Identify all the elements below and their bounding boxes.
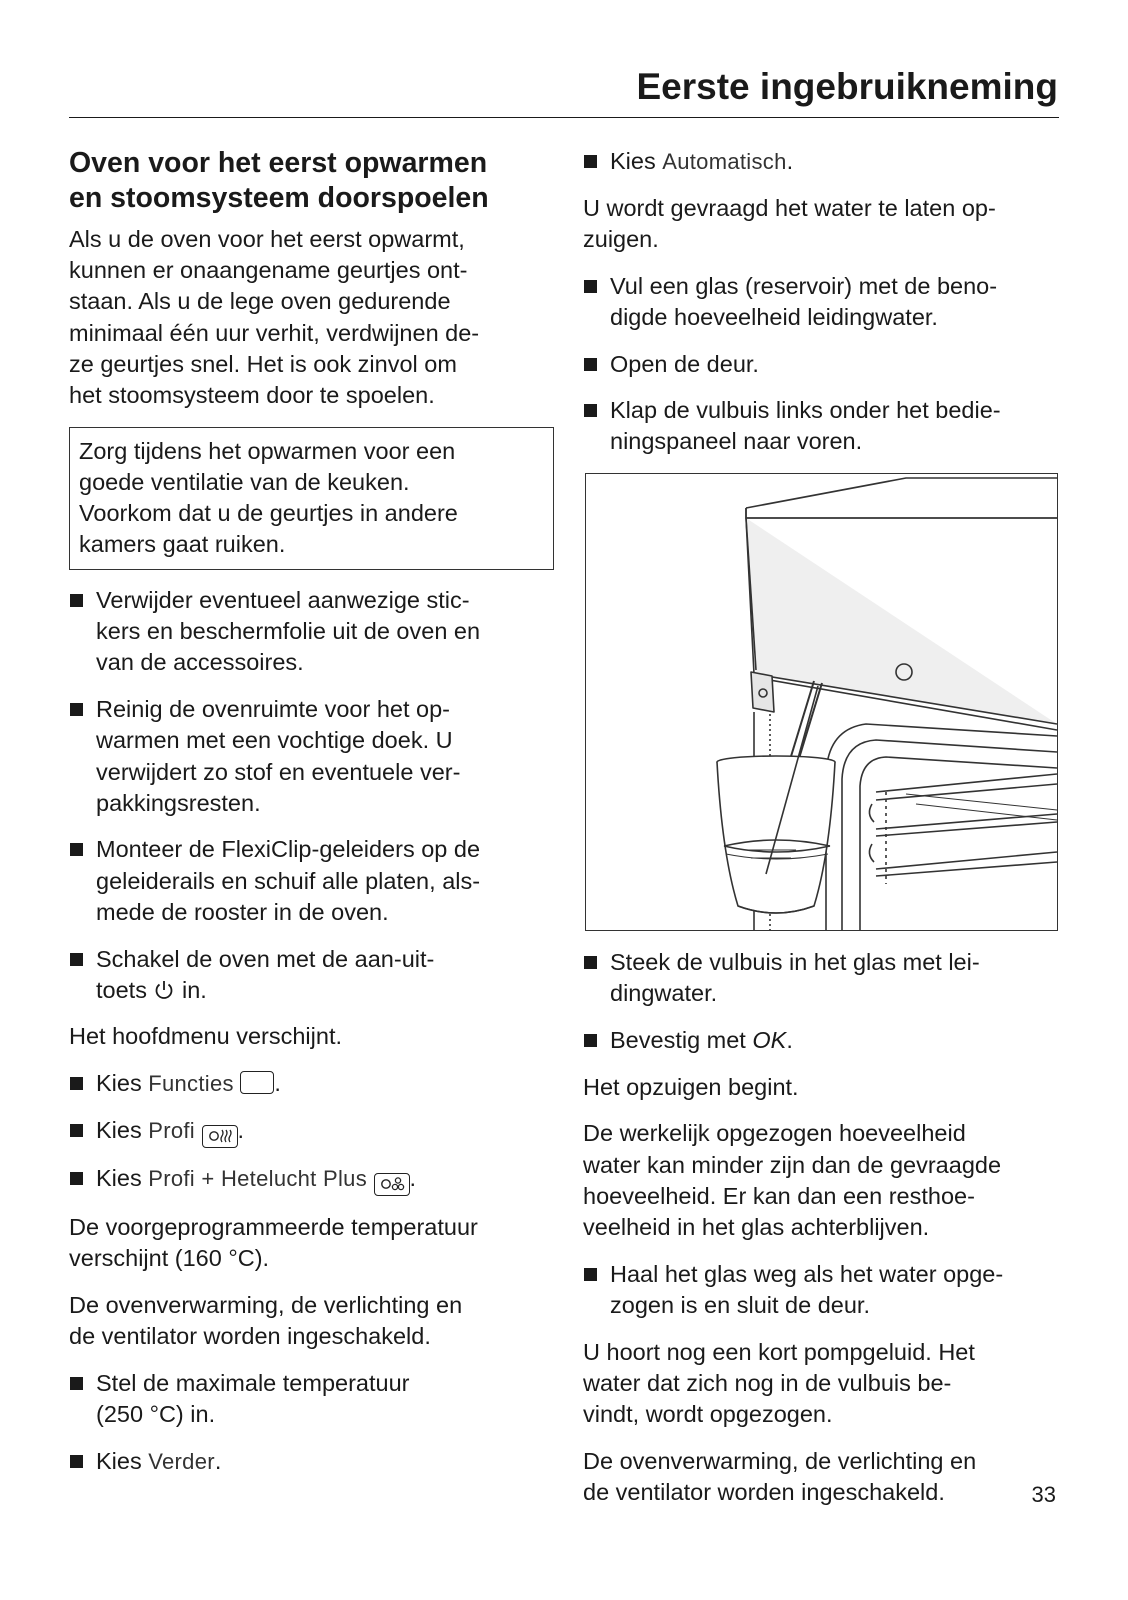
display-text-verder: Verder	[148, 1448, 215, 1474]
period: .	[274, 1070, 281, 1097]
text-line: ze geurtjes snel. Het is ook zinvol om	[69, 350, 457, 377]
text-line: vindt, wordt opgezogen.	[583, 1401, 833, 1428]
remaining-water-text	[583, 1118, 1055, 1243]
display-text-functies: Functies	[148, 1071, 234, 1097]
step-mount-flexiclip	[69, 834, 541, 928]
text-line: minimaal één uur verhit, verdwijnen de-	[69, 319, 480, 346]
section-title	[69, 146, 541, 216]
text-line: Steek de vulbuis in het glas met lei-	[610, 949, 980, 976]
ok-text: OK	[752, 1027, 787, 1054]
right-column	[583, 146, 1055, 1524]
pump-sound-text	[583, 1337, 1055, 1431]
square-bullet-icon	[584, 155, 597, 168]
page-number: 33	[1031, 1482, 1056, 1507]
text-line: Schakel de oven met de aan-uit-	[96, 945, 435, 972]
square-bullet-icon	[70, 1077, 83, 1090]
text-line: het stoomsysteem door te spoelen.	[69, 382, 435, 409]
text-line: kamers gaat ruiken.	[79, 531, 286, 558]
heating-on-text	[69, 1290, 541, 1352]
step-kies-automatisch	[583, 146, 1055, 177]
profi-key-icon	[202, 1125, 238, 1148]
text-line: Voorkom dat u de geurtjes in andere	[79, 500, 458, 527]
temperature-text	[69, 1212, 541, 1274]
text-line: Vul een glas (reservoir) met de beno-	[610, 272, 998, 299]
square-bullet-icon	[70, 594, 83, 607]
text-line: geleiderails en schuif alle platen, als-	[96, 867, 481, 894]
square-bullet-icon	[584, 1268, 597, 1281]
text-line: Kies	[96, 1070, 142, 1097]
text-line: De werkelijk opgezogen hoeveelheid	[583, 1120, 966, 1147]
step-switch-on	[69, 944, 541, 1006]
power-icon	[153, 979, 175, 1001]
square-bullet-icon	[70, 1455, 83, 1468]
page-header-title: Eerste ingebruikneming	[636, 66, 1058, 107]
ventilation-note-box	[69, 427, 554, 570]
text-line: digde hoeveelheid leidingwater.	[610, 303, 938, 330]
text-line: (250 °C) in.	[96, 1400, 216, 1427]
text-line: Kies	[96, 1165, 142, 1192]
section-title-line-2: en stoomsysteem doorspoelen	[69, 182, 489, 214]
text-line: warmen met een vochtige doek. U	[96, 727, 453, 754]
text-line: De ovenverwarming, de verlichting en	[69, 1291, 463, 1318]
step-remove-stickers	[69, 585, 541, 679]
text-line: water dat zich nog in de vulbuis be-	[583, 1369, 952, 1396]
step-kies-profi-hetelucht	[69, 1163, 541, 1196]
step-fold-tube	[583, 395, 1055, 457]
step-confirm-ok	[583, 1025, 1055, 1056]
square-bullet-icon	[70, 1377, 83, 1390]
text-line: U wordt gevraagd het water te laten op-	[583, 194, 996, 221]
text-line: van de accessoires.	[96, 649, 304, 676]
square-bullet-icon	[70, 1124, 83, 1137]
text-line: goede ventilatie van de keuken.	[79, 468, 410, 495]
intro-paragraph	[69, 224, 541, 411]
square-bullet-icon	[584, 404, 597, 417]
text-line: Kies	[96, 1116, 142, 1143]
text-line: dingwater.	[610, 980, 718, 1007]
square-bullet-icon	[70, 843, 83, 856]
square-bullet-icon	[70, 703, 83, 716]
step-kies-functies	[69, 1068, 541, 1099]
text-line: Stel de maximale temperatuur	[96, 1369, 410, 1396]
text-line: De voorgeprogrammeerde temperatuur	[69, 1213, 478, 1240]
text-line: Klap de vulbuis links onder het bedie-	[610, 397, 1001, 424]
header-rule	[69, 117, 1059, 118]
opzuigen-text: Het opzuigen begint.	[583, 1073, 799, 1100]
display-text-profi: Profi	[148, 1117, 195, 1143]
period: .	[214, 1447, 222, 1474]
section-title-line-1: Oven voor het eerst opwarmen	[69, 147, 488, 179]
text-line: veelheid in het glas achterblijven.	[583, 1214, 930, 1241]
square-bullet-icon	[584, 358, 597, 371]
text-line: verwijdert zo stof en eventuele ver-	[96, 758, 461, 785]
text-line: Verwijder eventueel aanwezige stic-	[96, 587, 470, 614]
text-line: Monteer de FlexiClip-geleiders op de	[96, 836, 481, 863]
text-line: de ventilator worden ingeschakeld.	[583, 1478, 945, 1505]
step-fill-glass	[583, 271, 1055, 333]
square-bullet-icon	[70, 953, 83, 966]
text-line: Kies	[96, 1447, 142, 1474]
step-open-door	[583, 349, 1055, 380]
period: .	[409, 1165, 417, 1192]
text-line: Open de deur.	[610, 350, 759, 377]
text-line: Als u de oven voor het eerst opwarmt,	[69, 226, 465, 252]
step-remove-glass	[583, 1259, 1055, 1321]
text-line: Haal het glas weg als het water opge-	[610, 1260, 1004, 1287]
period: .	[237, 1116, 245, 1143]
text-line: Kies	[610, 148, 656, 174]
step-kies-profi	[69, 1115, 541, 1148]
water-prompt-text	[583, 193, 1055, 255]
text-line: staan. Als u de lege oven gedurende	[69, 288, 451, 315]
display-text-automatisch: Automatisch	[662, 149, 787, 174]
hoofdmenu-text: Het hoofdmenu verschijnt.	[69, 1023, 343, 1050]
text-line: zuigen.	[583, 225, 659, 252]
text-line: mede de rooster in de oven.	[96, 898, 389, 925]
step-kies-verder	[69, 1446, 541, 1477]
period: .	[786, 1027, 793, 1054]
step-clean-oven	[69, 694, 541, 819]
text-line: zogen is en sluit de deur.	[610, 1291, 870, 1318]
period: .	[786, 148, 794, 174]
text-line: kunnen er onaangename geurtjes ont-	[69, 257, 468, 284]
text-line: Zorg tijdens het opwarmen voor een	[79, 437, 456, 464]
text-line: Bevestig met	[610, 1027, 746, 1054]
text-line: hoeveelheid. Er kan dan een resthoe-	[583, 1182, 975, 1209]
display-text-profi-hetelucht: Profi + Hetelucht Plus	[148, 1166, 368, 1192]
text-line: Reinig de ovenruimte voor het op-	[96, 696, 451, 723]
text-line: water kan minder zijn dan de gevraagde	[583, 1151, 1002, 1178]
text-line: in.	[182, 976, 207, 1003]
text-line: U hoort nog een kort pompgeluid. Het	[583, 1338, 975, 1365]
step-insert-tube	[583, 947, 1055, 1009]
oven-filling-tube-illustration	[585, 473, 1058, 931]
heating-on-text-right	[583, 1446, 1055, 1508]
oven-glass-drawing	[586, 474, 1057, 930]
functions-key-icon	[240, 1071, 274, 1094]
left-column	[69, 146, 541, 1492]
square-bullet-icon	[70, 1172, 83, 1185]
text-line: verschijnt (160 °C).	[69, 1245, 270, 1272]
text-line: kers en beschermfolie uit de oven en	[96, 618, 481, 645]
step-max-temperature	[69, 1368, 541, 1430]
text-line: De ovenverwarming, de verlichting en	[583, 1447, 977, 1474]
text-line: ningspaneel naar voren.	[610, 428, 863, 455]
text-line: de ventilator worden ingeschakeld.	[69, 1322, 431, 1349]
hetelucht-plus-key-icon	[374, 1173, 410, 1196]
square-bullet-icon	[584, 956, 597, 969]
text-line: pakkingsresten.	[96, 789, 261, 816]
square-bullet-icon	[584, 1034, 597, 1047]
text-line: toets	[96, 976, 147, 1003]
square-bullet-icon	[584, 280, 597, 293]
